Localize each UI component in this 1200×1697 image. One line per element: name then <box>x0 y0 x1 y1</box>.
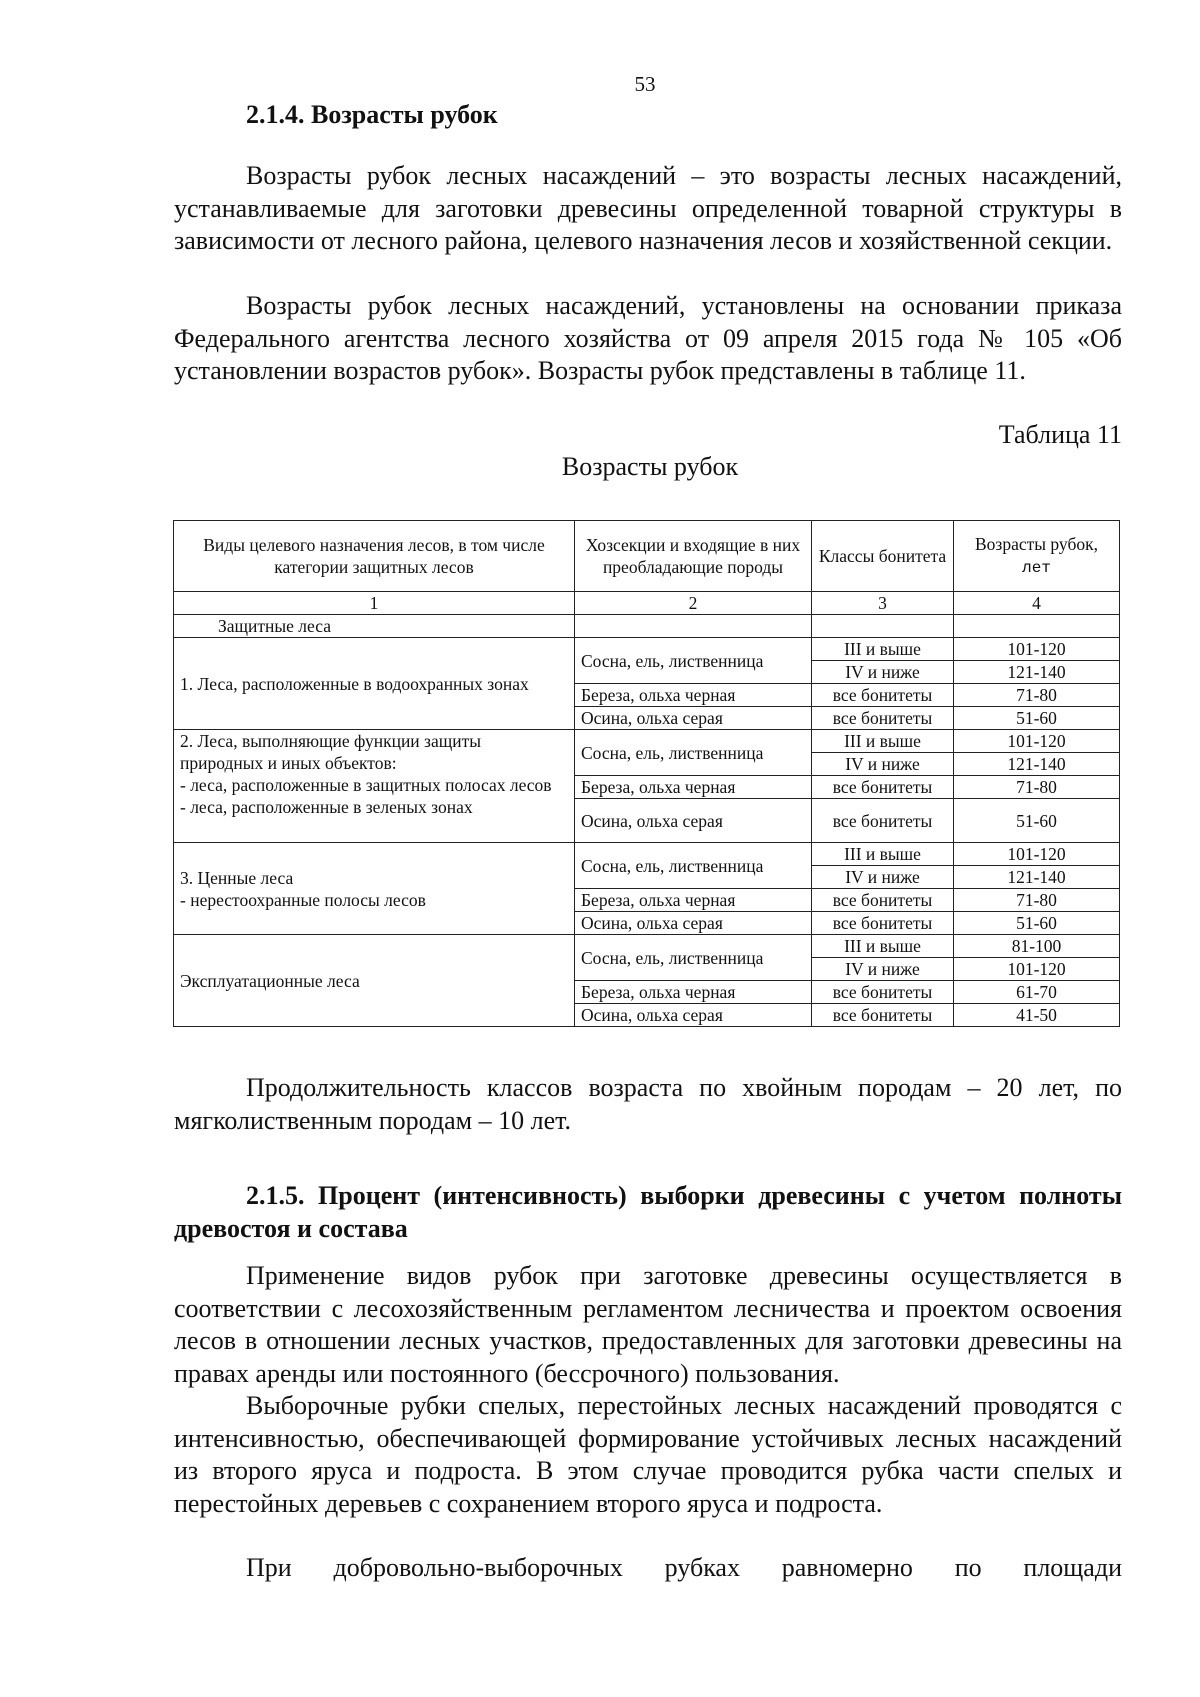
column-number-row <box>174 592 1120 615</box>
bonitet-cell: III и выше <box>812 730 954 753</box>
table-number-label: Таблица 11 <box>998 420 1122 449</box>
age-cell: 51-60 <box>954 707 1120 730</box>
species-pine: Сосна, ель, лиственница <box>575 843 812 889</box>
age-cell: 71-80 <box>954 776 1120 799</box>
bonitet-cell: все бонитеты <box>812 889 954 912</box>
group-label: 1. Леса, расположенные в водоохранных зонах <box>174 638 575 730</box>
header-bonitet: Классы бонитета <box>812 521 954 592</box>
bonitet-cell: все бонитеты <box>812 776 954 799</box>
bonitet-cell: IV и ниже <box>812 958 954 981</box>
table-row <box>174 843 1120 866</box>
table-title: Возрасты рубок <box>561 452 739 481</box>
page-number: 53 <box>634 72 656 96</box>
bonitet-cell: IV и ниже <box>812 661 954 684</box>
species-birch: Береза, ольха черная <box>575 776 812 799</box>
section-215-paragraph-2: Выборочные рубки спелых, перестойных лесных насаждений проводятся с интенсивностью, обеспечивающей формирование устойчивых лесных насаждений из второго яруса и подроста. В этом случае проводится рубка части спелых и перестойных деревьев с сохранением второго яруса и подроста. <box>174 1391 1122 1518</box>
column-number: 1 <box>174 592 575 615</box>
age-cell: 101-120 <box>954 958 1120 981</box>
group-label-line: - леса, расположенные в зеленых зонах <box>180 797 473 817</box>
cutting-age-table <box>173 520 1120 1027</box>
table-header-row <box>174 521 1120 592</box>
bonitet-cell: IV и ниже <box>812 866 954 889</box>
header-ages <box>954 521 1120 592</box>
age-cell: 41-50 <box>954 1004 1120 1027</box>
bonitet-cell: все бонитеты <box>812 799 954 843</box>
header-ages-unit: лет <box>1022 559 1051 577</box>
group-label-line: 2. Леса, выполняющие функции защиты природных и иных объектов: <box>180 731 481 773</box>
group-label-line: - нерестоохранные полосы лесов <box>180 889 426 910</box>
section-215-paragraph-1: Применение видов рубок при заготовке древесины осуществляется в соответствии с лесохозяйственным регламентом лесничества и проектом освоения лесов в отношении лесных участков, предоставленных для заготовки древесины на правах аренды или постоянного (бессрочного) пользования. <box>174 1261 1122 1388</box>
section-214-heading: 2.1.4. Возрасты рубок <box>246 100 498 129</box>
species-aspen: Осина, ольха серая <box>575 912 812 935</box>
age-cell: 101-120 <box>954 843 1120 866</box>
header-purpose: Виды целевого назначения лесов, в том числе категории защитных лесов <box>174 521 575 592</box>
table-row <box>174 935 1120 958</box>
column-number: 2 <box>575 592 812 615</box>
age-cell: 61-70 <box>954 981 1120 1004</box>
header-sections: Хозсекции и входящие в них преобладающие породы <box>575 521 812 592</box>
column-number: 4 <box>954 592 1120 615</box>
species-birch: Береза, ольха черная <box>575 684 812 707</box>
header-ages-text: Возрасты рубок, <box>975 534 1098 554</box>
age-cell: 101-120 <box>954 638 1120 661</box>
species-aspen: Осина, ольха серая <box>575 799 812 843</box>
section-214-paragraph-2: Возрасты рубок лесных насаждений, установлены на основании приказа Федерального агентства лесного хозяйства от 09 апреля 2015 года № 105 «Об установлении возрастов рубок». Возрасты рубок представлены в таблице 11. <box>174 291 1122 385</box>
group-label-line: - леса, расположенные в защитных полосах лесов <box>180 775 552 795</box>
species-pine: Сосна, ель, лиственница <box>575 638 812 684</box>
species-aspen: Осина, ольха серая <box>575 707 812 730</box>
column-number: 3 <box>812 592 954 615</box>
age-cell: 121-140 <box>954 753 1120 776</box>
age-cell: 101-120 <box>954 730 1120 753</box>
species-aspen: Осина, ольха серая <box>575 1004 812 1027</box>
age-cell: 81-100 <box>954 935 1120 958</box>
section-row-protective <box>174 615 1120 638</box>
bonitet-cell: все бонитеты <box>812 981 954 1004</box>
group-label-line: 3. Ценные леса <box>180 867 294 888</box>
bonitet-cell: все бонитеты <box>812 684 954 707</box>
table-row <box>174 638 1120 661</box>
bonitet-cell: IV и ниже <box>812 753 954 776</box>
bonitet-cell: все бонитеты <box>812 1004 954 1027</box>
age-cell: 71-80 <box>954 889 1120 912</box>
group-label: Эксплуатационные леса <box>174 935 575 1027</box>
age-cell: 121-140 <box>954 661 1120 684</box>
bonitet-cell: все бонитеты <box>812 707 954 730</box>
bonitet-cell: III и выше <box>812 935 954 958</box>
bonitet-cell: все бонитеты <box>812 912 954 935</box>
age-cell: 51-60 <box>954 799 1120 843</box>
age-cell: 51-60 <box>954 912 1120 935</box>
bonitet-cell: III и выше <box>812 638 954 661</box>
section-215-paragraph-3: При добровольно-выборочных рубках равномерно по площади <box>246 1553 1122 1582</box>
section-protective-label: Защитные леса <box>174 615 575 638</box>
after-table-paragraph: Продолжительность классов возраста по хвойным породам – 20 лет, по мягколиственным породам – 10 лет. <box>174 1073 1122 1135</box>
bonitet-cell: III и выше <box>812 843 954 866</box>
species-pine: Сосна, ель, лиственница <box>575 730 812 776</box>
section-214-paragraph-1: Возрасты рубок лесных насаждений – это возрасты лесных насаждений, устанавливаемые для заготовки древесины определенной товарной структуры в зависимости от лесного района, целевого назначения лесов и хозяйственной секции. <box>174 161 1122 255</box>
group-label <box>174 730 575 843</box>
section-215-heading: 2.1.5. Процент (интенсивность) выборки древесины с учетом полноты древостоя и состава <box>174 1181 1122 1243</box>
species-birch: Береза, ольха черная <box>575 889 812 912</box>
age-cell: 121-140 <box>954 866 1120 889</box>
group-label <box>174 843 575 935</box>
table-row <box>174 730 1120 753</box>
species-pine: Сосна, ель, лиственница <box>575 935 812 981</box>
age-cell: 71-80 <box>954 684 1120 707</box>
species-birch: Береза, ольха черная <box>575 981 812 1004</box>
